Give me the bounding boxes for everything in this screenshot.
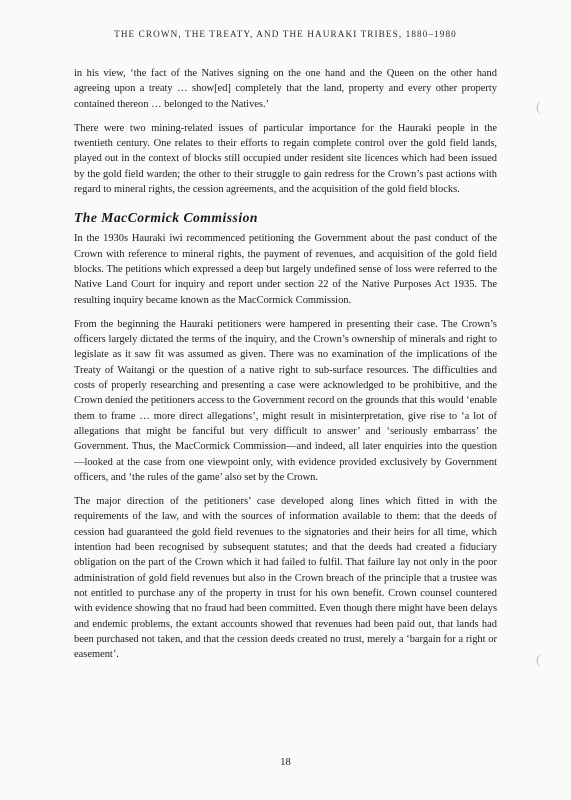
paragraph-quote-continuation: in his view, ‘the fact of the Natives signing on the one hand and the Queen on the other hand agreeing upon a treaty … show[ed] completely that the land, property and every other property contained thereon … belonged to the Natives.’ [74,68,497,110]
paragraph-mining-issues: There were two mining-related issues of particular importance for the Hauraki people in the twentieth century. One relates to their efforts to regain complete control over the gold field lands, played out in the context of blocks still occupied under resident site licences which had been issued by the gold field warden; the other to their struggle to gain redress for the Crown’s past actions with regard to mineral rights, the cession agreements, and the acquisition of the gold field blocks. [74,122,497,196]
running-head: THE CROWN, THE TREATY, AND THE HAURAKI TRIBES, 1880–1980 [114,29,457,39]
paragraph-petitioners-hampered: From the beginning the Hauraki petitioners were hampered in presenting their case. The Crown’s officers largely dictated the terms of the inquiry, and the Crown’s ownership of minerals and right to legislate as it saw fit was assumed as given. There was no examination of the implications of the Treaty of Waitangi or the question of a native right to sub-surface resources. The difficulties and costs of properly researching and presenting a case were acknowledged to be prohibitive, and the Crown denied the petitioners access to the Government record on the grounds that this would ‘enable them to frame … more direct allegations’, might result in misinterpretation, give rise to ‘a lot of allegations that might be fanciful but very difficult to answer’ and ‘seriously embarrass’ the Government. Thus, the MacCormick Commission—and indeed, all later enquiries into the question—looked at the case from one viewpoint only, with evidence provided exclusively by Government officers, and ‘the rules of the game’ also set by the Crown. [74,318,497,483]
page-number: 18 [280,757,291,768]
margin-mark-bottom: ( [536,653,541,668]
section-heading: The MacCormick Commission [74,210,258,226]
body-text [74,66,497,662]
paragraph-petitioners-case: The major direction of the petitioners’ case developed along lines which fitted in with the requirements of the law, and with the sources of information available to them: that the deeds of cession had guaranteed the gold field revenues to the signatories and their heirs for all time, which intention had been recognised by subsequent statutes; and that the deeds had created a fiduciary obligation on the part of the Crown which it had failed to fulfil. That failure lay not only in the poor administration of gold field revenues but also in the Crown breach of the principle that a trustee was not entitled to purchase any of the property in trust for his own benefit. Crown counsel countered with evidence showing that no fraud had been committed. Even though there might have been delays and endemic problems, the extant accounts showed that revenues had been paid out, that lands had been purchased not taken, and that the cession deeds created no trust, merely a ‘bargain for a right or easement’. [74,496,497,661]
margin-mark-top: ( [536,100,541,115]
paragraph-petitions-1930s: In the 1930s Hauraki iwi recommenced petitioning the Government about the past conduct of the Crown with reference to mineral rights, the payment of revenues, and acquisition of the gold field blocks. The petitions which expressed a deep but largely undefined sense of loss were referred to the Native Land Court for inquiry and report under section 22 of the Native Purposes Act 1935. The resulting inquiry became known as the MacCormick Commission. [74,233,497,306]
